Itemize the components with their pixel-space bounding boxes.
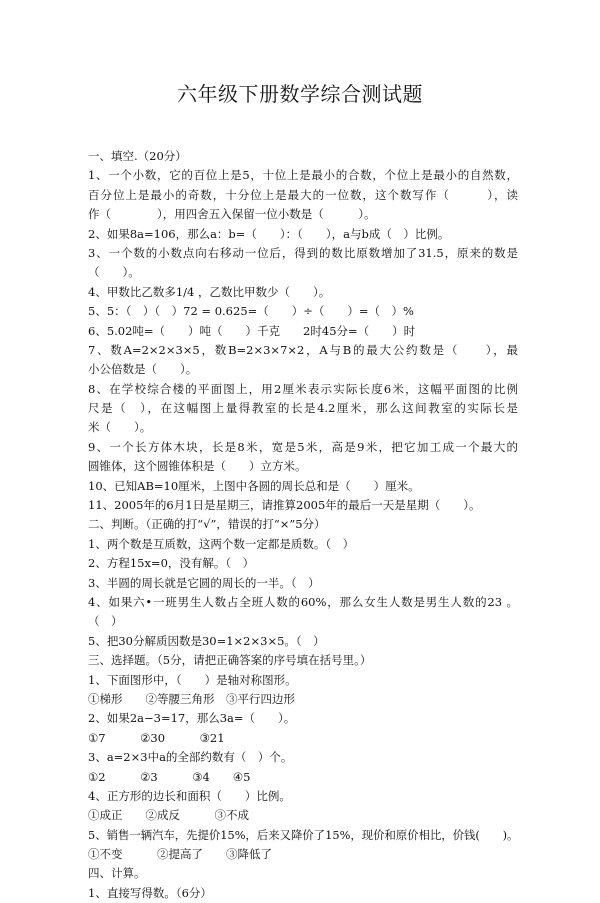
question-line: 2、方程15x=0，没有解。（ ）: [88, 556, 255, 571]
question-line: 3、a=2×3中a的全部约数有（ ）个。: [88, 750, 293, 765]
answer-options: ①7 ②30 ③21: [88, 730, 225, 745]
question-line: 4、如果六•一班男生人数占全班人数的60%，那么女生人数是男生人数的23 。: [88, 594, 518, 609]
question-line: 1、一个小数，它的百位上是5，十位上是最小的合数，个位上是最小的自然数，: [88, 168, 518, 183]
question-line: 5、把30分解质因数是30=1×2×3×5。（ ）: [88, 633, 325, 648]
question-line: （ ）: [88, 614, 123, 629]
answer-options: ①梯形 ②等腰三角形 ③平行四边形: [88, 691, 295, 706]
section-heading-multiple-choice: 三、选择题。（5分，请把正确答案的序号填在括号里。）: [88, 653, 372, 668]
question-line: 1、两个数是互质数，这两个数一定都是质数。（ ）: [88, 536, 355, 551]
answer-options: ①不变 ②提高了 ③降低了: [88, 847, 272, 862]
question-line: 5、5：（ ）（ ）72 = 0.625=（ ）÷（ ）=（ ）%: [88, 304, 414, 319]
question-line: 4、正方形的边长和面积（ ）比例。: [88, 788, 291, 803]
section-heading-calculation: 四、计算。: [88, 866, 146, 881]
question-line: 8、在学校综合楼的平面图上，用2厘米表示实际长度6米，这幅平面图的比例: [88, 381, 518, 396]
question-line: 3、半圆的周长就是它圆的周长的一半。（ ）: [88, 575, 320, 590]
question-line: 7、数A=2×2×3×5，数B=2×3×7×2，A与B的最大公约数是（ ），最: [88, 342, 518, 357]
question-line: 尺是（ ），在这幅图上量得教室的长是4.2厘米，那么这间教室的实际长是: [88, 401, 518, 416]
question-line: 5、销售一辆汽车，先提价15%，后来又降价了15%，现价和原价相比，价钱( )。: [88, 827, 519, 842]
question-line: （ ）。: [88, 265, 140, 280]
question-line: 1、下面图形中，（ ）是轴对称图形。: [88, 672, 297, 687]
question-line: 3、一个数的小数点向右移动一位后，得到的数比原数增加了31.5，原来的数是: [88, 245, 518, 260]
question-line: 1、直接写得数。（6分）: [88, 885, 212, 900]
question-line: 2、如果2a−3=17，那么3a=（ ）。: [88, 711, 296, 726]
question-line: 2、如果8a=106，那么a：b=（ ）：（ ），a与b成（ ）比例。: [88, 226, 450, 241]
section-heading-true-false: 二、判断。（正确的打“√”，错误的打“×”5分）: [88, 517, 326, 532]
section-heading-fill-in: 一、填空.（20分）: [88, 149, 187, 163]
question-line: 小公倍数是（ ）。: [88, 362, 198, 377]
question-line: 10、已知AB=10厘米，上图中各圆的周长总和是（ ）厘米。: [88, 478, 420, 493]
answer-options: ①成正 ②成反 ③不成: [88, 808, 249, 823]
answer-options: ①2 ②3 ③4 ④5: [88, 769, 251, 784]
question-line: 4、甲数比乙数多1/4 ，乙数比甲数少（ ）。: [88, 284, 331, 299]
question-line: 11、2005年的6月1日是星期三，请推算2005年的最后一天是星期（ ）。: [88, 498, 481, 513]
exam-body: [88, 147, 518, 903]
question-line: 圆锥体，这个圆锥体积是（ ）立方米。: [88, 459, 307, 474]
question-line: 作（ ），用四舍五入保留一位小数是（ ）。: [88, 207, 376, 222]
question-line: 9、一个长方体木块，长是8米，宽是5米，高是9米，把它加工成一个最大的: [88, 439, 518, 454]
question-line: 米（ ）。: [88, 420, 152, 435]
question-line: 6、5.02吨=（ ）吨（ ）千克 2时45分=（ ）时: [88, 323, 416, 338]
exam-title: 六年级下册数学综合测试题: [177, 82, 423, 106]
question-line: 百分位上是最小的奇数，十分位上是最大的一位数，这个数写作（ ），读: [88, 187, 518, 202]
